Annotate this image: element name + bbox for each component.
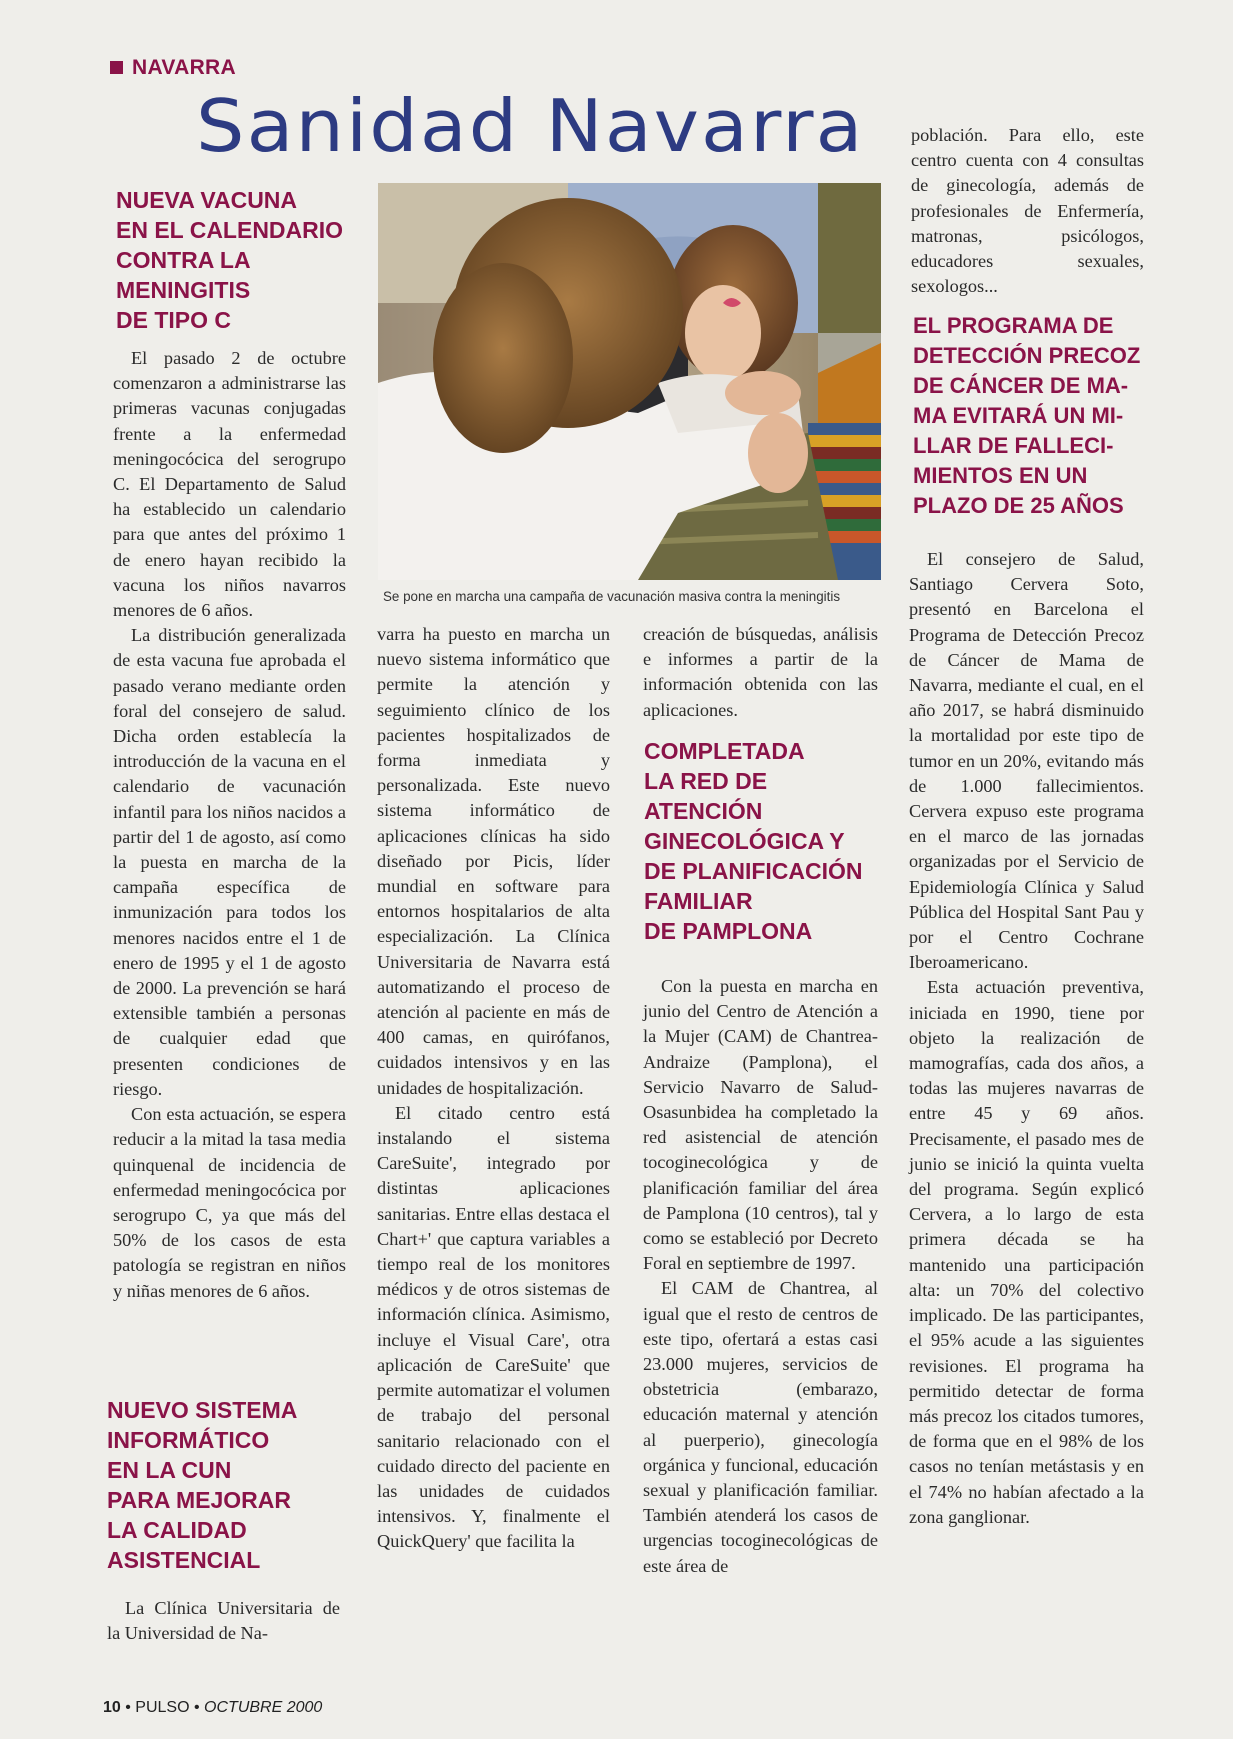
page-number: 10 xyxy=(103,1699,121,1716)
article-breast-cancer-body xyxy=(909,547,1144,1530)
vaccination-photo-image xyxy=(378,183,881,580)
headline-vaccine: NUEVA VACUNA EN EL CALENDARIO CONTRA LA MENINGITIS DE TIPO C xyxy=(116,187,344,333)
vaccination-photo xyxy=(378,183,881,580)
article-cun-body xyxy=(377,622,610,1555)
paragraph: población. Para ello, este centro cuenta con 4 consultas de ginecología, además de profesionales de Enfermería, matronas, psicólogos, educadores sexuales, sexologos... xyxy=(911,125,1144,297)
paragraph: El CAM de Chantrea, al igual que el resto de centros de este tipo, ofertará a estas casi 23.000 mujeres, servicios de obstetricia (embarazo, educación maternal y atención al puerperio), ginecología orgánica y funcional, educación sexual y planificación familiar. También atenderá los casos de urgencias tocoginecológicas de este área de xyxy=(643,1278,878,1576)
paragraph: creación de búsquedas, análisis e informes a partir de la información obtenida con las aplicaciones. xyxy=(643,624,878,720)
headline-breast-cancer: EL PROGRAMA DE DETECCIÓN PRECOZ DE CÁNCER DE MA- MA EVITARÁ UN MI- LLAR DE FALLECI- MIENTOS EN UN PLAZO DE 25 AÑOS xyxy=(913,313,1141,518)
paragraph: varra ha puesto en marcha un nuevo sistema informático que permite la atención y seguimiento clínico de los pacientes hospitalizados de forma inmediata y personalizada. Este nuevo sistema informático de aplicaciones clínicas ha sido diseñado por Picis, líder mundial en software para entornos hospitalarios de alta especialización. La Clínica Universitaria de Navarra está automatizando el proceso de atención al paciente en más de 400 camas, en quirófanos, cuidados intensivos y en las unidades de hospitalización. xyxy=(377,624,610,1098)
paragraph: Con la puesta en marcha en junio del Centro de Atención a la Mujer (CAM) de Chantrea-Andraize (Pamplona), el Servicio Navarro de Salud-Osasunbidea ha completado la red asistencial de atención tocoginecológica y de planificación familiar del área de Pamplona (10 centros), tal y como se estableció por Decreto Foral en septiembre de 1997. xyxy=(643,976,878,1274)
photo-caption: Se pone en marcha una campaña de vacunación masiva contra la meningitis xyxy=(383,589,841,604)
footer-separator: • xyxy=(194,1699,205,1716)
paragraph: El consejero de Salud, Santiago Cervera Soto, presentó en Barcelona el Programa de Detección Precoz de Cáncer de Mama de Navarra, mediante el cual, en el año 2017, se habrá disminuido la mortalidad por este tipo de tumor en un 20%, evitando más de 1.000 fallecimientos. Cervera expuso este programa en el marco de las jornadas organizadas por el Servicio de Epidemiología Clínica y Salud Pública del Hospital Sant Pau y por el Centro Cochrane Iberoamericano. xyxy=(909,549,1144,973)
article-gynecology-body-end xyxy=(911,123,1144,299)
page-title: Sanidad Navarra xyxy=(196,84,865,168)
article-cun-body-end xyxy=(643,622,878,723)
paragraph: La Clínica Universitaria de la Universidad de Na- xyxy=(107,1598,340,1644)
article-gynecology-body xyxy=(643,974,878,1579)
issue-date: OCTUBRE 2000 xyxy=(204,1699,323,1716)
headline-cun-system: NUEVO SISTEMA INFORMÁTICO EN LA CUN PARA MEJORAR LA CALIDAD ASISTENCIAL xyxy=(107,1397,298,1573)
section-square-icon xyxy=(110,61,123,74)
section-tag-label: NAVARRA xyxy=(132,56,236,79)
article-cun-body-start xyxy=(107,1596,340,1646)
paragraph: El citado centro está instalando el sistema CareSuite', integrado por distintas aplicaciones sanitarias. Entre ellas destaca el Chart+' que captura variables a tiempo real de los monitores médicos y de otros sistemas de información clínica. Asimismo, incluye el Visual Care', otra aplicación de CareSuite' que permite automatizar el volumen de trabajo del personal sanitario relacionado con el cuidado directo del paciente en las unidades de cuidados intensivos. Y, finalmente el QuickQuery' que facilita la xyxy=(377,1102,610,1552)
paragraph: El pasado 2 de octubre comenzaron a administrarse las primeras vacunas conjugadas frente a la enfermedad meningocócica del serogrupo C. El Departamento de Salud ha establecido un calendario para que antes del próximo 1 de enero hayan recibido la vacuna los niños navarros menores de 6 años. xyxy=(113,348,346,621)
section-tag xyxy=(110,56,236,80)
article-vaccine-body xyxy=(113,346,346,1304)
paragraph: Con esta actuación, se espera reducir a la mitad la tasa media quinquenal de incidencia de enfermedad meningocócica por serogrupo C, ya que más del 50% de los casos de esta patología se registran en niños y niñas menores de 6 años. xyxy=(113,1104,346,1301)
footer-separator: • xyxy=(125,1699,136,1716)
magazine-name: PULSO xyxy=(135,1699,190,1716)
page-footer xyxy=(103,1699,322,1717)
paragraph: La distribución generalizada de esta vacuna fue aprobada el pasado verano mediante orden foral del consejero de salud. Dicha orden establecía la introducción de la vacuna en el calendario de vacunación infantil para los niños nacidos a partir del 1 de agosto, así como la puesta en marcha de la campaña específica de inmunización para todos los menores nacidos entre el 1 de enero de 1995 y el 1 de agosto de 2000. La prevención se hará extensible también a personas de cualquier edad que presenten condiciones de riesgo. xyxy=(113,625,346,1099)
headline-gynecology-network: COMPLETADA LA RED DE ATENCIÓN GINECOLÓGICA Y DE PLANIFICACIÓN FAMILIAR DE PAMPLONA xyxy=(644,738,863,944)
paragraph: Esta actuación preventiva, iniciada en 1990, tiene por objeto la realización de mamografías, cada dos años, a todas las mujeres navarras de entre 45 y 69 años. Precisamente, el pasado mes de junio se inició la quinta vuelta del programa. Según explicó Cervera, a lo largo de esta primera década se ha mantenido una participación alta: un 70% del colectivo implicado. De las participantes, el 95% acude a las siguientes revisiones. El programa ha permitido detectar de forma más precoz los citados tumores, de forma que en el 98% de los casos no tenían metástasis y en el 74% no habían afectado a la zona ganglionar. xyxy=(909,977,1144,1527)
